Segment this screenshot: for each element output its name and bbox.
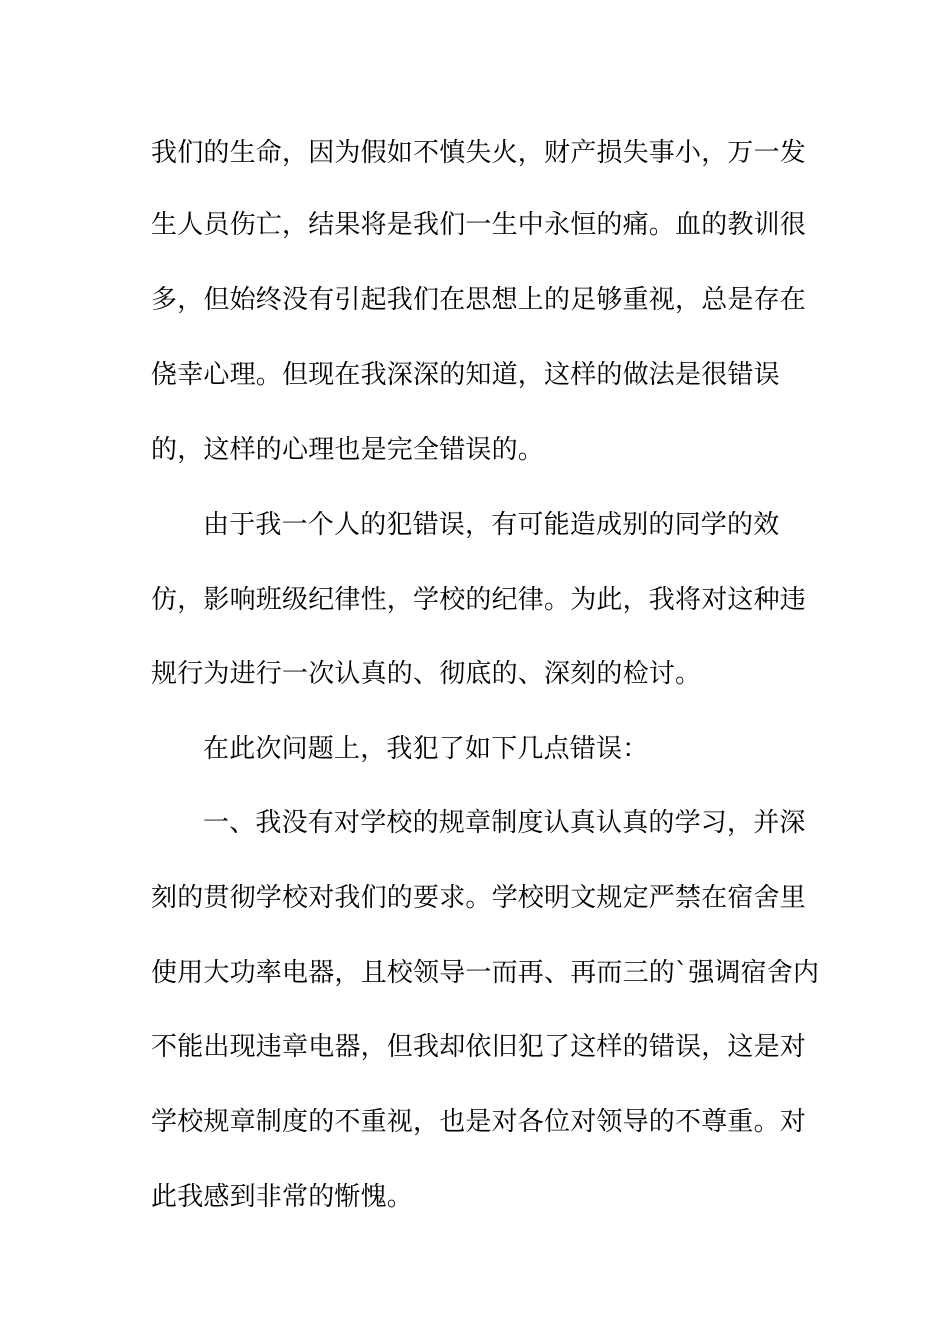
text-line: 生人员伤亡，结果将是我们一生中永恒的痛。血的教训很 (151, 210, 807, 240)
text-line: 此我感到非常的惭愧。 (151, 1182, 414, 1212)
text-line: 不能出现违章电器，但我却依旧犯了这样的错误，这是对 (151, 1032, 807, 1062)
text-line: 由于我一个人的犯错误，有可能造成别的同学的效 (203, 510, 780, 540)
text-line: 我们的生命，因为假如不慎失火，财产损失事小，万一发 (151, 138, 807, 168)
text-line: 刻的贯彻学校对我们的要求。学校明文规定严禁在宿舍里 (151, 883, 807, 913)
text-line: 仿，影响班级纪律性，学校的纪律。为此，我将对这种违 (151, 585, 807, 615)
text-line: 使用大功率电器，且校领导一而再、再而三的`强调宿舍内 (151, 958, 820, 988)
text-line: 多，但始终没有引起我们在思想上的足够重视，总是存在 (151, 285, 807, 315)
text-line: 规行为进行一次认真的、彻底的、深刻的检讨。 (151, 659, 702, 689)
text-line: 的，这样的心理也是完全错误的。 (151, 435, 545, 465)
text-line: 侥幸心理。但现在我深深的知道，这样的做法是很错误 (151, 360, 780, 390)
text-line: 学校规章制度的不重视，也是对各位对领导的不尊重。对 (151, 1107, 807, 1137)
text-line: 在此次问题上，我犯了如下几点错误： (203, 734, 649, 764)
text-line: 一、我没有对学校的规章制度认真认真的学习，并深 (203, 808, 806, 838)
